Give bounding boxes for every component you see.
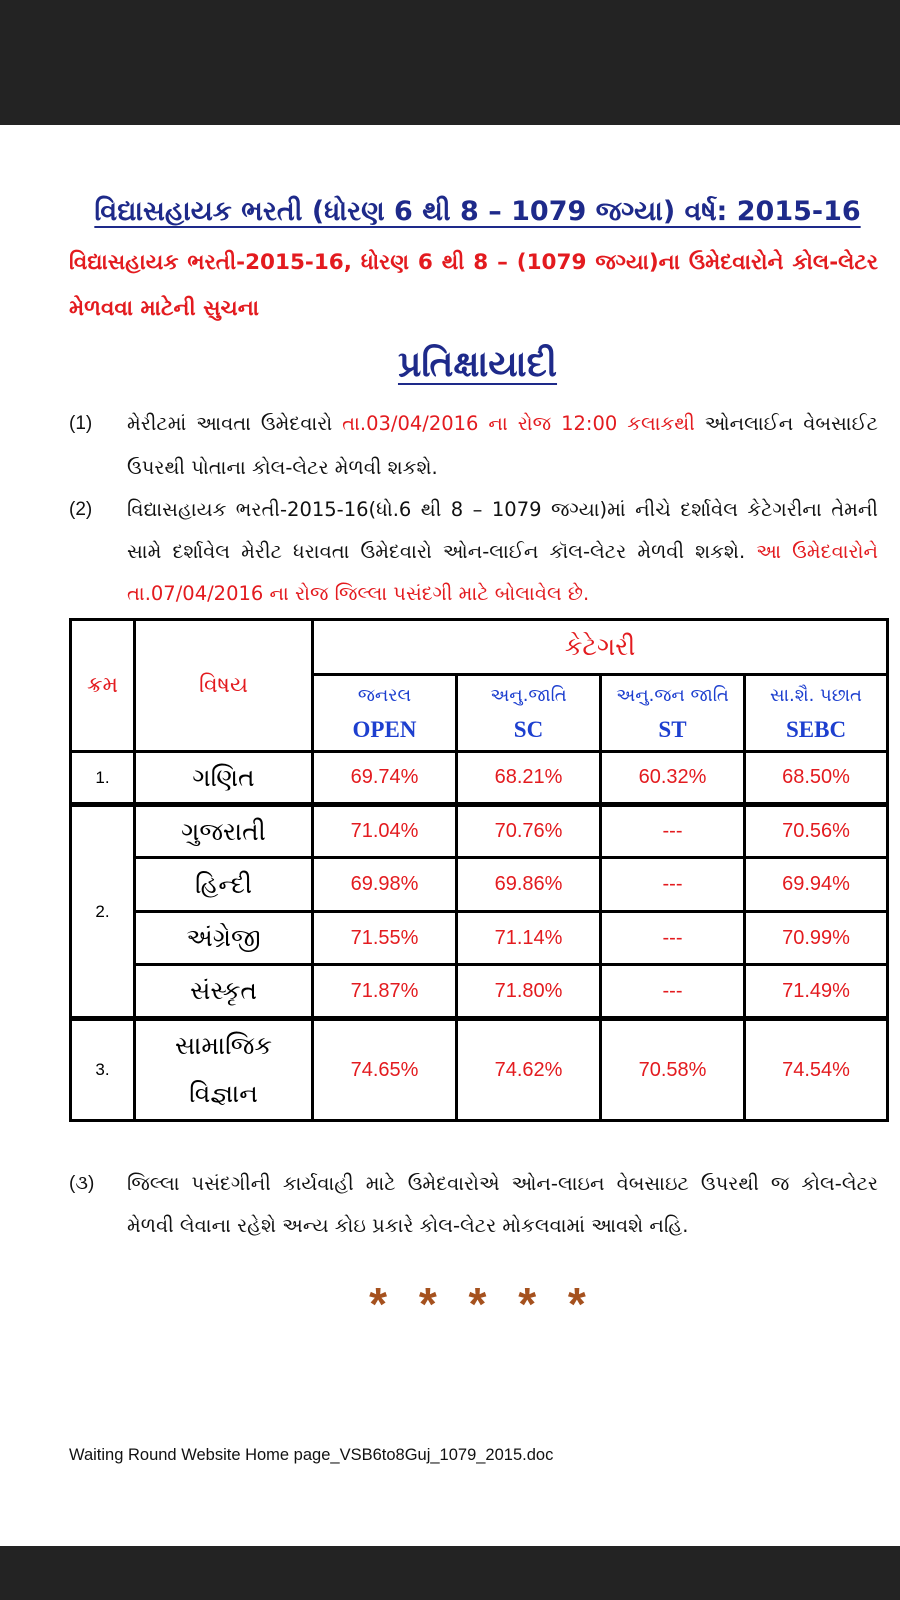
serial-cell: 2. — [71, 805, 135, 1019]
category-st-code: ST — [658, 717, 687, 742]
category-open-label: જનરલ — [357, 685, 412, 706]
subject-cell: હિન્દી — [135, 858, 313, 912]
waiting-list-heading-text: પ્રતિક્ષાયાદી — [397, 344, 558, 385]
category-sebc-code: SEBC — [785, 717, 847, 742]
item-date-highlight: આ ઉમેદવારોને તા.07/04/2016 ના રોજ જિલ્લા પસંદગી માટે બોલાવેલ છે. — [127, 540, 878, 605]
table-row — [71, 912, 888, 965]
item-text — [127, 489, 878, 615]
top-bar — [0, 0, 900, 125]
table-row — [71, 1019, 888, 1121]
item-text-part: મેરીટમાં આવતા ઉમેદવારો — [127, 412, 343, 435]
subject-line: વિજ્ઞાન — [189, 1079, 258, 1108]
merit-sebc-cell: 69.94% — [745, 858, 888, 912]
merit-sc-cell: 69.86% — [457, 858, 601, 912]
serial-column-header: ક્રમ — [71, 620, 135, 752]
merit-sc-cell: 71.14% — [457, 912, 601, 965]
category-sebc-header — [745, 675, 888, 752]
merit-sebc-cell: 74.54% — [745, 1019, 888, 1121]
merit-sc-cell: 74.62% — [457, 1019, 601, 1121]
merit-table — [69, 618, 889, 1122]
merit-table-header — [71, 620, 888, 752]
category-column-header: કેટેગરી — [313, 620, 888, 675]
merit-sc-cell: 70.76% — [457, 805, 601, 858]
document-footer-filename: Waiting Round Website Home page_VSB6to8Guj_1079_2015.doc — [69, 1446, 554, 1464]
merit-st-cell: --- — [601, 805, 745, 858]
item-number: (1) — [69, 413, 93, 434]
merit-open-cell: 69.74% — [313, 752, 457, 805]
bottom-bar — [0, 1546, 900, 1600]
notice-subtitle: વિદ્યાસહાયક ભરતી-2015-16, ધોરણ 6 થી 8 – (1079 જગ્યા)ના ઉમેદવારોને કોલ-લેટર મેળવવા માટેની સુચના — [69, 250, 878, 321]
waiting-list-heading — [69, 337, 886, 393]
category-open-header — [313, 675, 457, 752]
item-date-highlight: તા.03/04/2016 ના રોજ 12:00 કલાકથી — [342, 412, 695, 435]
document-title — [69, 190, 886, 234]
merit-open-cell: 71.04% — [313, 805, 457, 858]
category-sc-header — [457, 675, 601, 752]
merit-st-cell: 60.32% — [601, 752, 745, 805]
merit-open-cell: 69.98% — [313, 858, 457, 912]
item-text: જિલ્લા પસંદગીની કાર્યવાહી માટે ઉમેદવારોએ ઓન-લાઇન વેબસાઇટ ઉપરથી જ કોલ-લેટર મેળવી લેવાના રહેશે અન્ય કોઇ પ્રકારે કોલ-લેટર મોકલવામાં આવશે નહિ. — [127, 1172, 878, 1237]
category-sebc-label: સા.શૈ. પછાત — [770, 685, 862, 706]
subject-cell: અંગ્રેજી — [135, 912, 313, 965]
item-text — [127, 402, 878, 490]
item-text-part: ઓનલાઈન વેબસાઈટ ઉપરથી પોતાના કોલ-લેટર મેળવી શકશે. — [127, 412, 878, 479]
notice-item-3 — [69, 1163, 878, 1247]
merit-table-body — [71, 752, 888, 1121]
subject-cell: ગણિત — [135, 752, 313, 805]
category-open-code: OPEN — [352, 717, 417, 742]
table-row — [71, 805, 888, 858]
table-row — [71, 858, 888, 912]
merit-st-cell: --- — [601, 858, 745, 912]
merit-sc-cell: 71.80% — [457, 965, 601, 1019]
header-row — [71, 620, 888, 675]
subject-cell: ગુજરાતી — [135, 805, 313, 858]
item-number: (૩) — [69, 1173, 95, 1194]
end-stars-divider: * * * * * — [369, 1278, 586, 1330]
merit-open-cell: 74.65% — [313, 1019, 457, 1121]
merit-st-cell: --- — [601, 912, 745, 965]
subject-cell: સંસ્કૃત — [135, 965, 313, 1019]
notice-item-1 — [69, 402, 878, 490]
notice-item-2 — [69, 489, 878, 615]
merit-sebc-cell: 70.56% — [745, 805, 888, 858]
subject-cell — [135, 1019, 313, 1121]
merit-sebc-cell: 71.49% — [745, 965, 888, 1019]
category-st-header — [601, 675, 745, 752]
serial-cell: 1. — [71, 752, 135, 805]
serial-cell: 3. — [71, 1019, 135, 1121]
merit-sebc-cell: 70.99% — [745, 912, 888, 965]
item-text-part: વિદ્યાસહાયક ભરતી-2015-16(ધો.6 થી 8 – 1079 જગ્યા)માં નીચે દર્શાવેલ કેટેગરીના તેમની સામે દર્શાવેલ મેરીટ ધરાવતા ઉમેદવારો ઓન-લાઈન કૉલ-લેટર મેળવી શકશે. — [127, 498, 878, 563]
item-number: (2) — [69, 499, 93, 520]
merit-st-cell: --- — [601, 965, 745, 1019]
subject-column-header: વિષય — [135, 620, 313, 752]
merit-sc-cell: 68.21% — [457, 752, 601, 805]
merit-open-cell: 71.55% — [313, 912, 457, 965]
merit-sebc-cell: 68.50% — [745, 752, 888, 805]
document-title-text: વિદ્યાસહાયક ભરતી (ધોરણ 6 થી 8 – 1079 જગ્યા) વર્ષ: 2015-16 — [94, 196, 861, 227]
category-sc-label: અનુ.જાતિ — [490, 685, 567, 706]
table-row — [71, 965, 888, 1019]
table-row — [71, 752, 888, 805]
category-st-label: અનુ.જન જાતિ — [616, 685, 729, 706]
category-sc-code: SC — [513, 717, 544, 742]
merit-open-cell: 71.87% — [313, 965, 457, 1019]
subject-line: સામાજિક — [174, 1031, 273, 1060]
merit-st-cell: 70.58% — [601, 1019, 745, 1121]
